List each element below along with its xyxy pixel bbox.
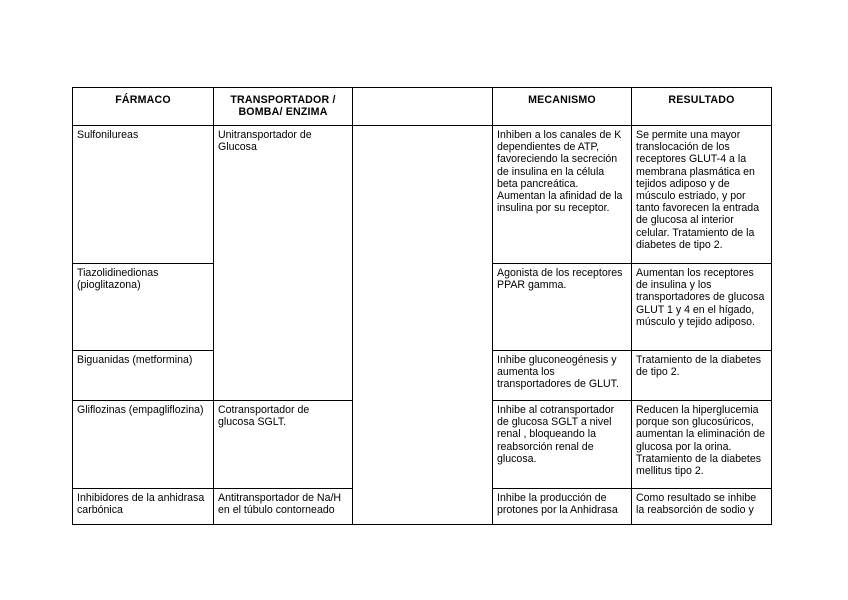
transportador-cell: Unitransportador de Glucosa (213, 125, 353, 401)
farmaco-cell: Inhibidores de la anhidrasa carbónica (72, 488, 214, 525)
header-transportador: TRANSPORTADOR / BOMBA/ ENZIMA (213, 87, 353, 126)
transportador-cell: Cotransportador de glucosa SGLT. (213, 400, 353, 489)
mecanismo-cell: Inhibe la producción de protones por la Anhidrasa (492, 488, 632, 525)
resultado-cell: Reducen la hiperglucemia porque son glucosúricos, aumentan la eliminación de glucosa por la orina. Tratamiento de la diabetes mellitus tipo 2. (631, 400, 772, 489)
farmaco-cell: Biguanidas (metformina) (72, 350, 214, 401)
farmaco-cell: Sulfonilureas (72, 125, 214, 264)
header-empty (352, 87, 493, 126)
mecanismo-cell: Inhiben a los canales de K dependientes de ATP, favoreciendo la secreción de insulina en la célula beta pancreática. Aumentan la afinidad de la insulina por su receptor. (492, 125, 632, 264)
farmaco-cell: Tiazolidinedionas (pioglitazona) (72, 263, 214, 351)
header-farmaco: FÁRMACO (72, 87, 214, 126)
mecanismo-cell: Inhibe al cotransportador de glucosa SGLT a nivel renal , bloqueando la reabsorción renal de glucosa. (492, 400, 632, 489)
transportador-cell: Antitransportador de Na/H en el túbulo contorneado (213, 488, 353, 525)
resultado-cell: Como resultado se inhibe la reabsorción de sodio y (631, 488, 772, 525)
resultado-cell: Tratamiento de la diabetes de tipo 2. (631, 350, 772, 401)
mecanismo-cell: Agonista de los receptores PPAR gamma. (492, 263, 632, 351)
resultado-cell: Aumentan los receptores de insulina y los transportadores de glucosa GLUT 1 y 4 en el hígado, músculo y tejido adiposo. (631, 263, 772, 351)
resultado-cell: Se permite una mayor translocación de los receptores GLUT-4 a la membrana plasmática en tejidos adiposo y de músculo estriado, y por tanto favorecen la entrada de glucosa al interior celular. Tratamiento de la diabetes de tipo 2. (631, 125, 772, 264)
empty-column-cell (352, 125, 493, 525)
header-resultado: RESULTADO (631, 87, 772, 126)
farmaco-cell: Gliflozinas (empagliflozina) (72, 400, 214, 489)
header-mecanismo: MECANISMO (492, 87, 632, 126)
mecanismo-cell: Inhibe gluconeogénesis y aumenta los transportadores de GLUT. (492, 350, 632, 401)
